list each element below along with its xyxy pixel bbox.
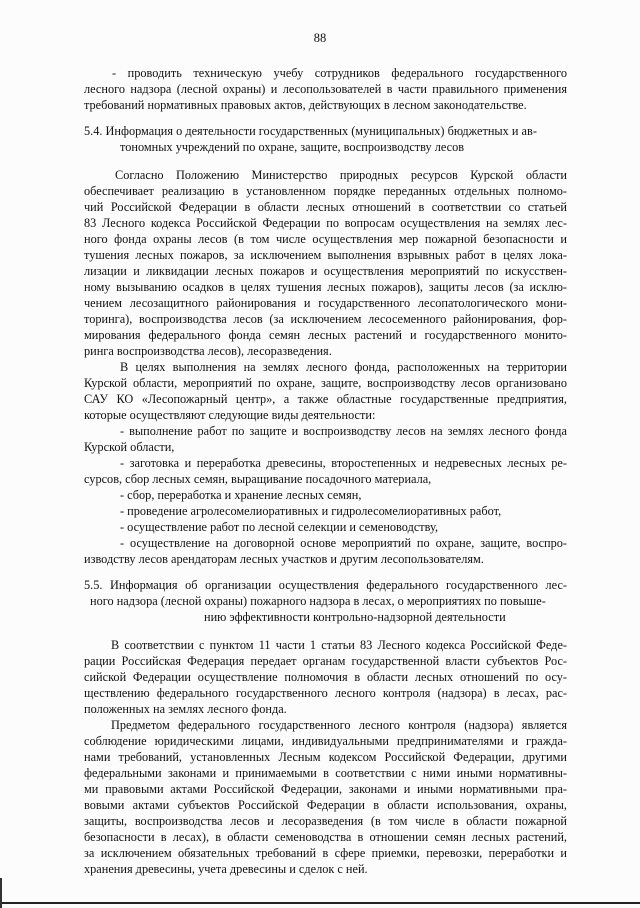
text-line: Курской области, мероприятий по охране, защите, воспроизводству лесов организовано [84,376,567,390]
list-item: - осуществление на договорной основе мероприятий по охране, защите, воспро- [120,536,567,550]
text-line: мирования федерального фонда семян лесных растений и государственного монито- [84,328,567,342]
text-line: рации Российская Федерация передает органам государственной власти субъектов Рос- [84,654,567,668]
heading-line: ного надзора (лесной охраны) пожарного надзора в лесах, о мероприятиях по повыше- [90,594,546,608]
text-line: САУ КО «Лесопожарный центр», а также областные государственные предприятия, [84,392,567,406]
heading-line: 5.4. Информация о деятельности государственных (муниципальных) бюджетных и ав- [84,124,537,138]
text-line: хранения древесины, учета древесины и сделок с ней. [84,862,368,876]
list-item: - сбор, переработка и хранение лесных семян, [120,488,362,502]
text-line: ному вызыванию осадков в целях тушения лесных пожаров), защиты лесов (за исклю- [84,280,567,294]
text-line: чий Российской Федерации в области лесных отношений в соответствии со статьей [84,200,567,214]
text-line: которые осуществляют следующие виды деятельности: [84,408,376,422]
text-line: федеральными законами и принимаемыми в соответствии с ними иными нормативны- [84,766,567,780]
text-line: требований нормативных правовых актов, действующих в лесном законодательстве. [84,98,527,112]
text-line: лесного надзора (лесной охраны) и лесопользователей в части правильного применения [84,82,567,96]
list-item: - осуществление работ по лесной селекции и семеноводству, [120,520,439,534]
text-line: безопасности в лесах), в области семеноводства в отношении семян лесных растений, [84,830,567,844]
text-line: вовыми актами субъектов Российской Федерации в области использования, охраны, [84,798,567,812]
list-item: изводству лесов арендаторам лесных участков и другим лесопользователям. [84,552,484,566]
text-line: лизации и ликвидации лесных пожаров и осуществления мероприятий по искусствен- [84,264,567,278]
text-line: торинга), воспроизводства лесов (за исключением лесосеменного районирования, фор- [84,312,567,326]
text-line: В соответствии с пунктом 11 части 1 статьи 83 Лесного кодекса Российской Феде- [111,638,567,652]
heading-line: нию эффективности контрольно-надзорной деятельности [204,610,506,624]
text-line: защиты, воспроизводства лесов и лесоразведения (в том числе в области пожарной [84,814,567,828]
scan-edge-corner [0,878,2,908]
text-line: нами требований, установленных Лесным кодексом Российской Федерации, другими [84,750,567,764]
text-line: обеспечивает реализацию в установленном порядке переданных отдельных полномо- [84,184,567,198]
list-item: - заготовка и переработка древесины, второстепенных и недревесных лесных ре- [120,456,567,470]
page-number: 88 [313,31,327,45]
text-line: за исключением обязательных требований в сфере приемки, перевозки, переработки и [84,846,567,860]
text-line: ществлению федерального государственного лесного контроля (надзора) в лесах, рас- [84,686,567,700]
list-item: сурсов, сбор лесных семян, выращивание посадочного материала, [84,472,432,486]
scan-edge-line [0,902,640,904]
text-line: ринга воспроизводства лесов), лесоразведения. [84,344,332,358]
list-item: - проведение агролесомелиоративных и гидролесомелиоративных работ, [120,504,502,518]
list-item: Курской области, [84,440,175,454]
text-line: 83 Лесного кодекса Российской Федерации по вопросам осуществления на землях лес- [84,216,567,230]
text-line: тушения лесных пожаров, за исключением выполнения взрывных работ в целях лока- [84,248,567,262]
heading-line: 5.5. Информация об организации осуществления федерального государственного лес- [84,578,567,592]
text-line: чением лесозащитного районирования и государственного лесопатологического мони- [84,296,567,310]
text-line: соблюдение юридическими лицами, индивидуальными предпринимателями и гражда- [84,734,567,748]
text-line: ми правовыми актами Российской Федерации, законами и иными нормативными пра- [84,782,567,796]
text-line: ного фонда охраны лесов (в том числе осуществления мер пожарной безопасности и [84,232,567,246]
text-line: Предметом федерального государственного лесного контроля (надзора) является [111,718,567,732]
text-line: - проводить техническую учебу сотрудников федерального государственного [112,66,567,80]
heading-line: тономных учреждений по охране, защите, воспроизводству лесов [120,140,465,154]
list-item: - выполнение работ по защите и воспроизводству лесов на землях лесного фонда [120,424,567,438]
text-line: Согласно Положению Министерство природных ресурсов Курской области [115,168,567,182]
text-line: сийской Федерации осуществление полномочия в области лесных отношений по осу- [84,670,567,684]
text-line: В целях выполнения на землях лесного фонда, расположенных на территории [120,360,567,374]
text-line: положенных на землях лесного фонда. [84,702,287,716]
